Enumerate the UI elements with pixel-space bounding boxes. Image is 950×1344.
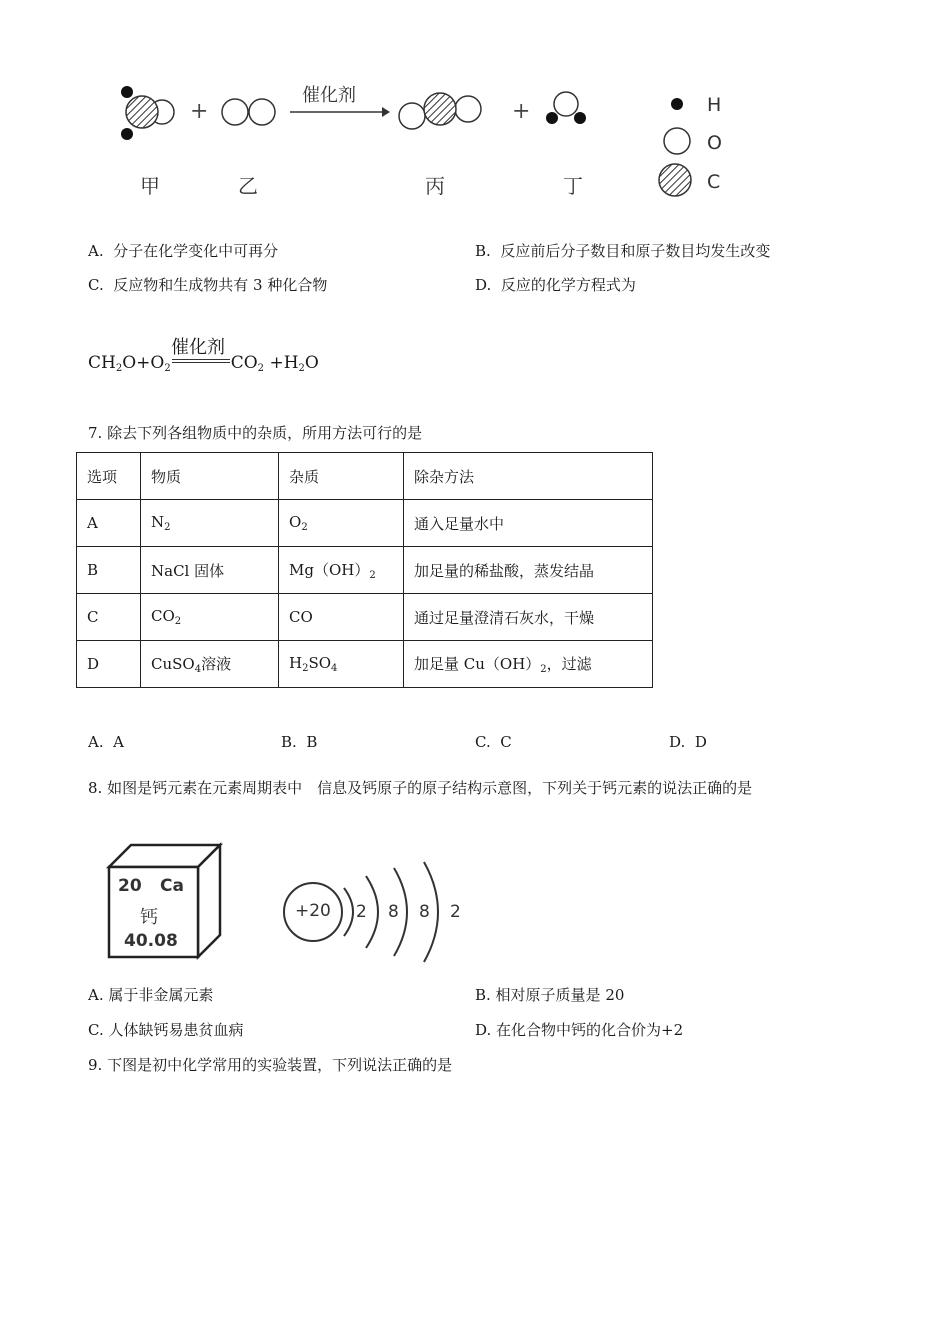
header-cell: 除杂方法 [404, 453, 653, 500]
atom-nucleus: +20 [295, 901, 331, 921]
legend-o-icon [664, 128, 690, 154]
q8-option-a[interactable]: A. 属于非金属元素 [88, 986, 214, 1004]
row-method: 加足量的稀盐酸，蒸发结晶 [404, 547, 653, 594]
molecule-yi-icon [222, 99, 275, 125]
row-option: C [77, 594, 141, 641]
plus-sign: + [512, 99, 531, 124]
header-cell: 物质 [141, 453, 279, 500]
q7-table [76, 452, 653, 688]
table-header [77, 453, 653, 500]
q8-option-d[interactable]: D. 在化合物中钙的化合价为+2 [475, 1021, 684, 1039]
table-row [77, 547, 653, 594]
question-7-stem: 7. 除去下列各组物质中的杂质，所用方法可行的是 [88, 424, 423, 442]
question-8-stem: 8. 如图是钙元素在元素周期表中 信息及钙原子的原子结构示意图，下列关于钙元素的说法正确的是 [88, 779, 753, 797]
q8-option-c[interactable]: C. 人体缺钙易患贫血病 [88, 1021, 244, 1039]
row-impurity: CO [279, 594, 404, 641]
row-substance: $CO_2$ [141, 594, 279, 641]
equation-catalyst: 催化剂 [171, 337, 225, 358]
answer-b[interactable]: B. B [281, 733, 318, 751]
molecule-label-jia: 甲 [140, 174, 160, 198]
row-option: D [77, 641, 141, 688]
option-c[interactable]: C. 反应物和生成物共有 3 种化合物 [88, 276, 328, 294]
answer-c[interactable]: C. C [475, 733, 512, 751]
legend-c-icon [659, 164, 691, 196]
row-impurity: $O_2$ [279, 500, 404, 547]
q8-option-b[interactable]: B. 相对原子质量是 20 [475, 986, 625, 1004]
legend-c-label: C [707, 171, 721, 193]
row-substance: NaCl 固体 [141, 547, 279, 594]
row-method: 加足量 $Cu(OH)_2$，过滤 [404, 641, 653, 688]
shell-electrons: 8 [419, 902, 430, 922]
row-method: 通入足量水中 [404, 500, 653, 547]
element-number: 20 [118, 876, 142, 896]
option-d[interactable]: D. 反应的化学方程式为 [475, 276, 636, 294]
row-impurity: $H_2SO_4$ [279, 641, 404, 688]
molecule-label-ding: 丁 [563, 174, 583, 198]
option-b[interactable]: B. 反应前后分子数目和原子数目均发生改变 [475, 242, 771, 260]
element-name: 钙 [140, 907, 158, 928]
shell-electrons: 2 [450, 902, 461, 922]
legend-h-icon [671, 98, 683, 110]
row-substance: CuSO$_4$溶液 [141, 641, 279, 688]
table-row [77, 641, 653, 688]
row-option: A [77, 500, 141, 547]
option-a[interactable]: A. 分子在化学变化中可再分 [88, 242, 279, 260]
row-impurity: $Mg(OH)_2$ [279, 547, 404, 594]
element-symbol: Ca [160, 876, 184, 896]
table-row [77, 594, 653, 641]
molecule-jia-icon [121, 86, 174, 140]
shell-electrons: 8 [388, 902, 399, 922]
table-row [77, 500, 653, 547]
row-method: 通过足量澄清石灰水，干燥 [404, 594, 653, 641]
answer-d[interactable]: D. D [669, 733, 707, 751]
question-9-stem: 9. 下图是初中化学常用的实验装置，下列说法正确的是 [88, 1056, 453, 1074]
plus-sign: + [190, 99, 209, 124]
molecule-label-bing: 丙 [425, 174, 445, 198]
molecule-bing-icon [399, 93, 481, 129]
shell-electrons: 2 [356, 902, 367, 922]
answer-a[interactable]: A. A [88, 733, 124, 751]
molecule-ding-icon [546, 92, 586, 124]
molecule-label-yi: 乙 [238, 174, 258, 198]
row-option: B [77, 547, 141, 594]
header-cell: 杂质 [279, 453, 404, 500]
row-substance: $N_2$ [141, 500, 279, 547]
header-cell: 选项 [77, 453, 141, 500]
legend-o-label: O [707, 132, 722, 154]
element-mass: 40.08 [124, 931, 178, 951]
arrow-catalyst-label: 催化剂 [302, 85, 356, 106]
legend-h-label: H [707, 94, 722, 116]
